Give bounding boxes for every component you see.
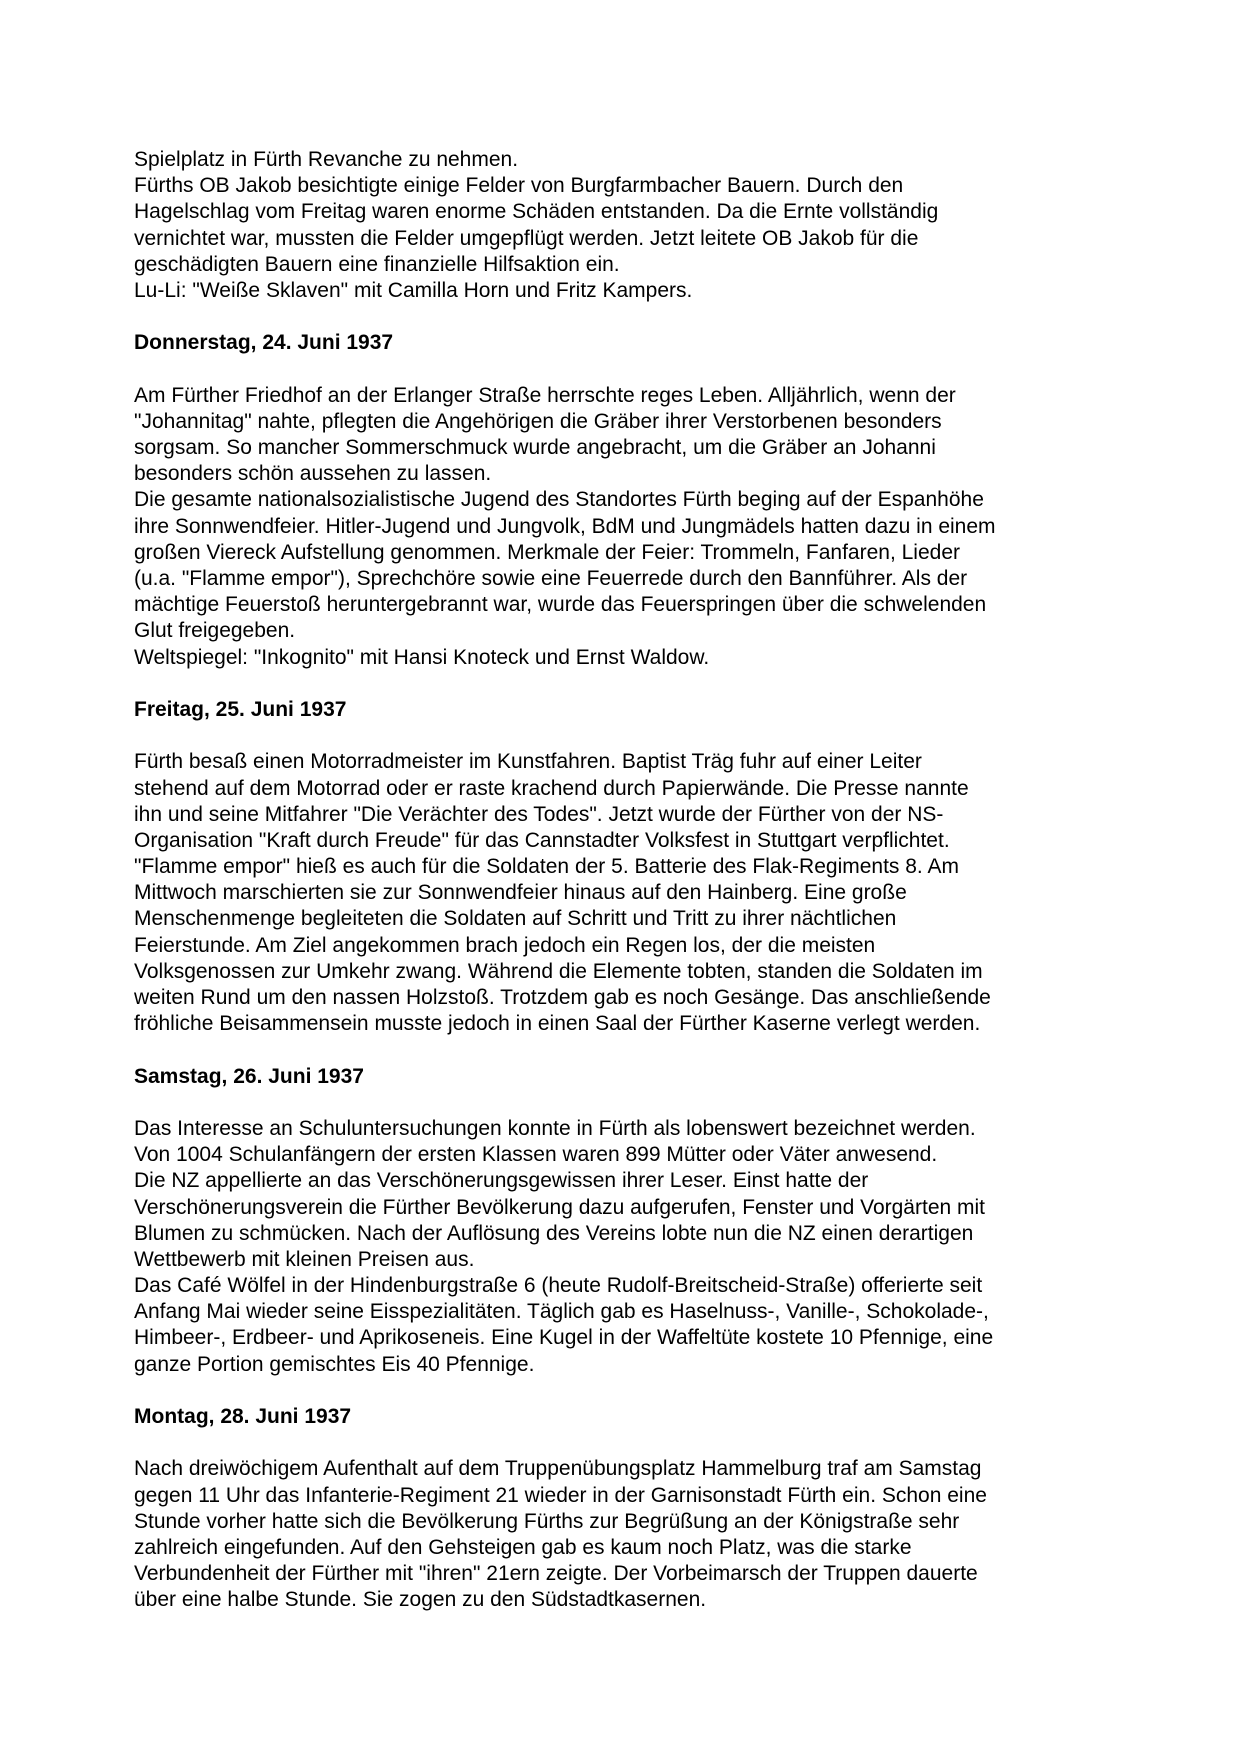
- section-heading: Samstag, 26. Juni 1937: [134, 1064, 364, 1088]
- blank-line: [134, 304, 1119, 330]
- blank-line: [134, 1090, 1119, 1116]
- paragraph-line: gegen 11 Uhr das Infanterie-Regiment 21 wieder in der Garnisonstadt Fürth ein. Schon eine: [134, 1483, 987, 1507]
- blank-line: [134, 357, 1119, 383]
- paragraph-line: Anfang Mai wieder seine Eisspezialitäten. Täglich gab es Haselnuss-, Vanille-, Schokolade-,: [134, 1300, 989, 1324]
- paragraph-line: Das Café Wölfel in der Hindenburgstraße 6 (heute Rudolf-Breitscheid-Straße) offerierte seit: [134, 1274, 983, 1298]
- paragraph-line: Wettbewerb mit kleinen Preisen aus.: [134, 1247, 475, 1271]
- paragraph-line: stehend auf dem Motorrad oder er raste krachend durch Papierwände. Die Presse nannte: [134, 776, 969, 800]
- blank-line: [134, 723, 1119, 749]
- paragraph-line: Volksgenossen zur Umkehr zwang. Während die Elemente tobten, standen die Soldaten im: [134, 959, 983, 983]
- paragraph-line: Fürths OB Jakob besichtigte einige Felder von Burgfarmbacher Bauern. Durch den: [134, 174, 904, 198]
- paragraph-line: Nach dreiwöchigem Aufenthalt auf dem Truppenübungsplatz Hammelburg traf am Samstag: [134, 1457, 982, 1481]
- paragraph-line: ihn und seine Mitfahrer "Die Verächter des Todes". Jetzt wurde der Fürther von der NS-: [134, 802, 944, 826]
- paragraph-line: Fürth besaß einen Motorradmeister im Kunstfahren. Baptist Träg fuhr auf einer Leiter: [134, 750, 922, 774]
- document-page: [134, 147, 1119, 1614]
- paragraph-line: Das Interesse an Schuluntersuchungen konnte in Fürth als lobenswert bezeichnet werden.: [134, 1116, 976, 1140]
- paragraph-line: Glut freigegeben.: [134, 619, 296, 643]
- blank-line: [134, 1378, 1119, 1404]
- section-heading: Freitag, 25. Juni 1937: [134, 697, 347, 721]
- paragraph-line: zahlreich eingefunden. Auf den Gehsteigen gab es kaum noch Platz, was die starke: [134, 1535, 912, 1559]
- paragraph-line: Weltspiegel: "Inkognito" mit Hansi Knoteck und Ernst Waldow.: [134, 645, 710, 669]
- paragraph-line: Am Fürther Friedhof an der Erlanger Straße herrschte reges Leben. Alljährlich, wenn der: [134, 383, 956, 407]
- paragraph-line: Die NZ appellierte an das Verschönerungsgewissen ihrer Leser. Einst hatte der: [134, 1169, 869, 1193]
- blank-line: [134, 671, 1119, 697]
- paragraph-line: Blumen zu schmücken. Nach der Auflösung des Vereins lobte nun die NZ einen derartigen: [134, 1221, 974, 1245]
- paragraph-line: Feierstunde. Am Ziel angekommen brach jedoch ein Regen los, der die meisten: [134, 933, 876, 957]
- paragraph-line: Mittwoch marschierten sie zur Sonnwendfeier hinaus auf den Hainberg. Eine große: [134, 881, 907, 905]
- section-heading: Donnerstag, 24. Juni 1937: [134, 331, 394, 355]
- paragraph-line: fröhliche Beisammensein musste jedoch in einen Saal der Fürther Kaserne verlegt werden.: [134, 1012, 981, 1036]
- paragraph-line: Verschönerungsverein die Fürther Bevölkerung dazu aufgerufen, Fenster und Vorgärten mit: [134, 1195, 986, 1219]
- paragraph-line: besonders schön aussehen zu lassen.: [134, 462, 492, 486]
- paragraph-line: Spielplatz in Fürth Revanche zu nehmen.: [134, 148, 519, 171]
- paragraph-line: ihre Sonnwendfeier. Hitler-Jugend und Jungvolk, BdM und Jungmädels hatten dazu in einem: [134, 514, 996, 538]
- paragraph-line: sorgsam. So mancher Sommerschmuck wurde angebracht, um die Gräber an Johanni: [134, 436, 936, 460]
- section-heading: Montag, 28. Juni 1937: [134, 1405, 352, 1428]
- paragraph-line: vernichtet war, mussten die Felder umgepflügt werden. Jetzt leitete OB Jakob für die: [134, 226, 919, 250]
- paragraph-line: Lu-Li: "Weiße Sklaven" mit Camilla Horn und Fritz Kampers.: [134, 278, 693, 302]
- paragraph-line: mächtige Feuerstoß heruntergebrannt war, wurde das Feuerspringen über die schwelenden: [134, 593, 987, 617]
- paragraph-line: großen Viereck Aufstellung genommen. Merkmale der Feier: Trommeln, Fanfaren, Lieder: [134, 540, 960, 564]
- blank-line: [134, 1037, 1119, 1063]
- paragraph-line: über eine halbe Stunde. Sie zogen zu den Südstadtkasernen.: [134, 1588, 707, 1612]
- paragraph-line: weiten Rund um den nassen Holzstoß. Trotzdem gab es noch Gesänge. Das anschließende: [134, 986, 991, 1009]
- paragraph-line: ganze Portion gemischtes Eis 40 Pfennige.: [134, 1352, 535, 1376]
- paragraph-line: "Johannitag" nahte, pflegten die Angehörigen die Gräber ihrer Verstorbenen besonders: [134, 409, 942, 433]
- paragraph-line: Organisation "Kraft durch Freude" für das Cannstadter Volksfest in Stuttgart verpflichtet.: [134, 828, 950, 852]
- paragraph-line: (u.a. "Flamme empor"), Sprechchöre sowie eine Feuerrede durch den Bannführer. Als der: [134, 567, 968, 590]
- paragraph-line: geschädigten Bauern eine finanzielle Hilfsaktion ein.: [134, 252, 620, 276]
- paragraph-line: Verbundenheit der Fürther mit "ihren" 21ern zeigte. Der Vorbeimarsch der Truppen dauerte: [134, 1562, 978, 1586]
- paragraph-line: "Flamme empor" hieß es auch für die Soldaten der 5. Batterie des Flak-Regiments 8. Am: [134, 855, 959, 879]
- blank-line: [134, 1430, 1119, 1456]
- paragraph-line: Menschenmenge begleiteten die Soldaten auf Schritt und Tritt zu ihrer nächtlichen: [134, 907, 897, 931]
- paragraph-line: Von 1004 Schulanfängern der ersten Klassen waren 899 Mütter oder Väter anwesend.: [134, 1143, 938, 1167]
- paragraph-line: Hagelschlag vom Freitag waren enorme Schäden entstanden. Da die Ernte vollständig: [134, 200, 939, 224]
- paragraph-line: Stunde vorher hatte sich die Bevölkerung Fürths zur Begrüßung an der Königstraße sehr: [134, 1509, 960, 1533]
- paragraph-line: Himbeer-, Erdbeer- und Aprikoseneis. Eine Kugel in der Waffeltüte kostete 10 Pfennige, eine: [134, 1326, 994, 1350]
- paragraph-line: Die gesamte nationalsozialistische Jugend des Standortes Fürth beging auf der Espanhöhe: [134, 488, 984, 512]
